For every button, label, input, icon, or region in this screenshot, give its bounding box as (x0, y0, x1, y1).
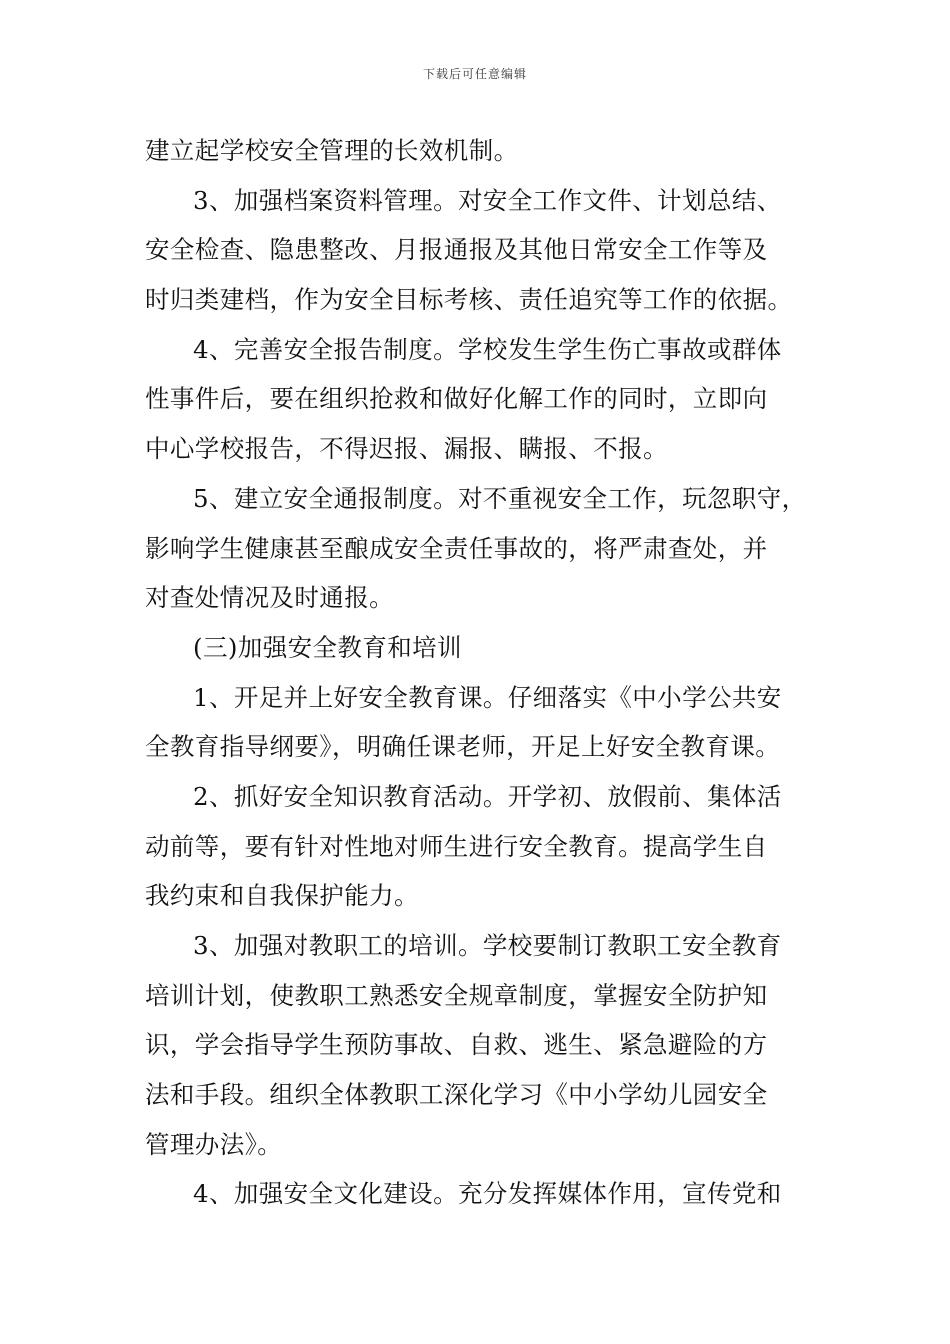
text-line: 法和手段。组织全体教职工深化学习《中小学幼儿园安全 (145, 1080, 768, 1110)
text-line: 3、加强对教职工的培训。学校要制订教职工安全教育 (193, 931, 782, 960)
document-body (145, 126, 810, 1219)
text-line: 性事件后，要在组织抢救和做好化解工作的同时，立即向 (145, 384, 768, 414)
text-line: 动前等，要有针对性地对师生进行安全教育。提高学生自 (145, 831, 768, 861)
text-line: 5、建立安全通报制度。对不重视安全工作，玩忽职守， (193, 483, 807, 513)
text-line: 全教育指导纲要》，明确任课老师，开足上好安全教育课。 (145, 732, 781, 762)
section-heading: (三)加强安全教育和培训 (193, 632, 462, 662)
text-line: 4、加强安全文化建设。充分发挥媒体作用，宣传党和 (193, 1179, 782, 1209)
text-line: 影响学生健康甚至酿成安全责任事故的，将严肃查处，并 (145, 533, 768, 563)
text-line: 管理办法》。 (145, 1129, 283, 1159)
text-line: 2、抓好安全知识教育活动。开学初、放假前、集体活 (193, 781, 782, 811)
text-line: 中心学校报告，不得迟报、漏报、瞒报、不报。 (145, 434, 668, 464)
text-line: 我约束和自我保护能力。 (145, 881, 419, 911)
text-line: 4、完善安全报告制度。学校发生学生伤亡事故或群体 (193, 334, 782, 364)
text-line: 建立起学校安全管理的长效机制。 (145, 136, 519, 165)
text-line: 3、加强档案资料管理。对安全工作文件、计划总结、 (193, 185, 782, 215)
text-line: 培训计划，使教职工熟悉安全规章制度，掌握安全防护知 (145, 980, 768, 1010)
text-line: 识，学会指导学生预防事故、自救、逃生、紧急避险的方 (145, 1030, 768, 1060)
page-header: 下载后可任意编辑 (422, 67, 527, 81)
text-line: 对查处情况及时通报。 (145, 583, 394, 613)
text-line: 安全检查、隐患整改、月报通报及其他日常安全工作等及 (145, 235, 768, 265)
text-line: 1、开足并上好安全教育课。仔细落实《中小学公共安 (193, 682, 782, 712)
text-line: 时归类建档，作为安全目标考核、责任追究等工作的依据。 (145, 285, 793, 315)
